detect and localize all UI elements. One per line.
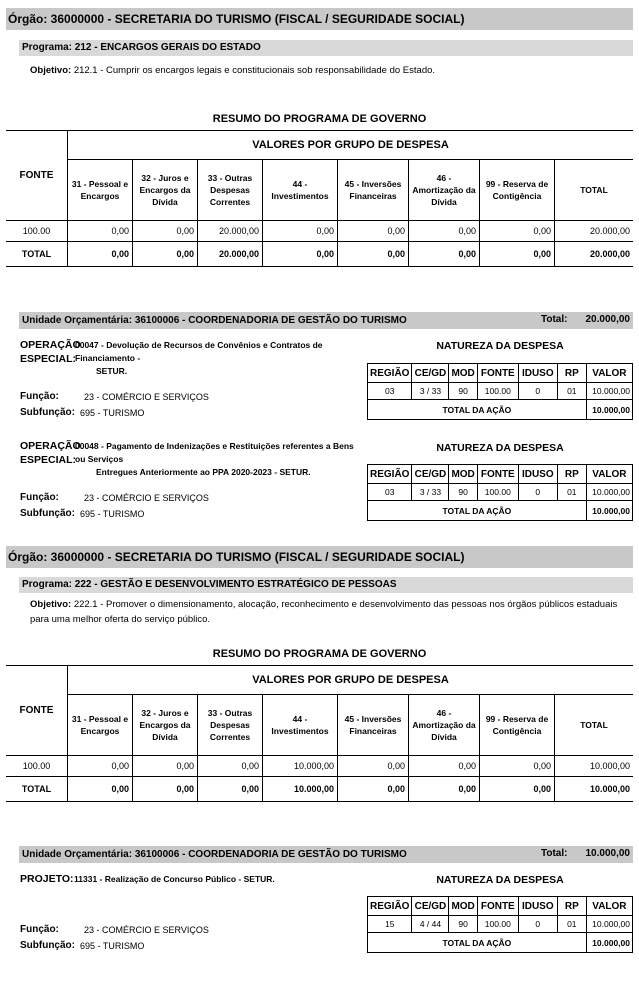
cell: 0,00	[480, 756, 555, 777]
acao-description	[75, 440, 365, 479]
cell: 0	[518, 383, 557, 400]
objetivo-text: 222.1 - Promover o dimensionamento, alocação, reconhecimento e desenvolvimento das pessoas nos órgãos públicos estaduais para uma melhor oferta do serviço público.	[30, 599, 618, 625]
funcao-value: 23 - COMÉRCIO E SERVIÇOS	[84, 493, 209, 503]
subfuncao-label: Subfunção:	[20, 940, 75, 951]
nat-header: RP	[557, 465, 586, 484]
unidade-total-label: Total:	[541, 848, 568, 859]
nat-header: FONTE	[477, 364, 518, 383]
cell: 15	[368, 916, 412, 933]
acao-description	[74, 873, 364, 886]
col-header: 31 - Pessoal e Encargos	[68, 695, 133, 756]
cell: 10.000,00	[555, 756, 634, 777]
cell: 0,00	[263, 221, 338, 242]
cell: 03	[368, 383, 412, 400]
objetivo	[30, 63, 630, 78]
col-header: 99 - Reserva de Contigência	[480, 160, 555, 221]
cell: 0,00	[198, 777, 263, 802]
cell: TOTAL	[6, 777, 68, 802]
nat-header: CE/GD	[412, 364, 449, 383]
valores-header: VALORES POR GRUPO DE DESPESA	[68, 666, 634, 695]
nat-header: MOD	[449, 364, 477, 383]
acao-desc-l1: - Realização de Concurso Público - SETUR.	[99, 874, 275, 884]
total-acao-value: 10.000,00	[586, 501, 632, 521]
col-header: TOTAL	[555, 160, 634, 221]
cell: 100.00	[6, 756, 68, 777]
nat-header: FONTE	[477, 465, 518, 484]
cell: 0,00	[480, 777, 555, 802]
cell: 01	[557, 916, 586, 933]
col-header: 45 - Inversões Financeiras	[338, 160, 409, 221]
cell: 0,00	[480, 242, 555, 267]
subfuncao-value: 695 - TURISMO	[80, 509, 145, 519]
cell: 10.000,00	[586, 916, 632, 933]
cell: 100.00	[6, 221, 68, 242]
cell: 20.000,00	[198, 242, 263, 267]
resumo-title: RESUMO DO PROGRAMA DE GOVERNO	[6, 108, 633, 131]
programa-header: Programa: 222 - GESTÃO E DESENVOLVIMENTO ESTRATÉGICO DE PESSOAS	[19, 577, 633, 593]
table-row	[368, 916, 633, 933]
table-row	[368, 383, 633, 400]
nat-header: REGIÃO	[368, 897, 412, 916]
cell: 90	[449, 916, 477, 933]
nat-header: CE/GD	[412, 897, 449, 916]
natureza-table	[367, 464, 633, 521]
acao-code: 11331	[74, 874, 98, 884]
table-row	[368, 484, 633, 501]
nat-header: VALOR	[586, 897, 632, 916]
total-acao-label: TOTAL DA AÇÃO	[368, 501, 587, 521]
total-acao-label: TOTAL DA AÇÃO	[368, 933, 587, 953]
col-header: 45 - Inversões Financeiras	[338, 695, 409, 756]
cell: 0,00	[68, 777, 133, 802]
objetivo-text: 212.1 - Cumprir os encargos legais e constitucionais sob responsabilidade do Estado.	[73, 65, 436, 76]
cell: 0,00	[338, 777, 409, 802]
cell: 90	[449, 484, 477, 501]
programa-header: Programa: 212 - ENCARGOS GERAIS DO ESTADO	[19, 40, 633, 56]
resumo-table	[6, 643, 633, 802]
cell: 20.000,00	[198, 221, 263, 242]
cell: 4 / 44	[412, 916, 449, 933]
cell: 10.000,00	[586, 484, 632, 501]
subfuncao-value: 695 - TURISMO	[80, 941, 145, 951]
cell: 10.000,00	[263, 756, 338, 777]
funcao-label: Função:	[20, 391, 59, 402]
acao-desc-l2: SETUR.	[96, 366, 128, 376]
subfuncao-label: Subfunção:	[20, 407, 75, 418]
cell: 0	[518, 484, 557, 501]
funcao-label: Função:	[20, 924, 59, 935]
cell: TOTAL	[6, 242, 68, 267]
nat-header: FONTE	[477, 897, 518, 916]
nat-header: MOD	[449, 465, 477, 484]
col-header: 44 - Investimentos	[263, 160, 338, 221]
total-acao-value: 10.000,00	[586, 933, 632, 953]
total-row	[368, 400, 633, 420]
nat-header: IDUSO	[518, 897, 557, 916]
objetivo-label: Objetivo:	[30, 599, 72, 610]
cell: 90	[449, 383, 477, 400]
acao-desc-l2: Entregues Anteriormente ao PPA 2020-2023 - SETUR.	[96, 467, 311, 477]
unidade-orcamentaria-header: Unidade Orçamentária: 36100006 - COORDENADORIA DE GESTÃO DO TURISMO	[19, 846, 633, 863]
funcao	[20, 391, 209, 402]
cell: 100.00	[477, 383, 518, 400]
cell: 0,00	[338, 756, 409, 777]
acao-type-l1: PROJETO:	[20, 873, 74, 885]
cell: 0,00	[409, 242, 480, 267]
cell: 20.000,00	[555, 221, 634, 242]
nat-header: REGIÃO	[368, 465, 412, 484]
cell: 0,00	[338, 242, 409, 267]
acao-type-l1: OPERAÇÃO	[20, 339, 81, 351]
cell: 0,00	[68, 756, 133, 777]
subfuncao	[20, 407, 145, 418]
funcao-value: 23 - COMÉRCIO E SERVIÇOS	[84, 392, 209, 402]
col-header: 46 - Amortização da Dívida	[409, 160, 480, 221]
cell: 100.00	[477, 916, 518, 933]
cell: 0,00	[68, 221, 133, 242]
subfuncao-value: 695 - TURISMO	[80, 408, 145, 418]
cell: 0,00	[480, 221, 555, 242]
cell: 0,00	[68, 242, 133, 267]
total-acao-label: TOTAL DA AÇÃO	[368, 400, 587, 420]
cell: 10.000,00	[263, 777, 338, 802]
subfuncao-label: Subfunção:	[20, 508, 75, 519]
cell: 01	[557, 383, 586, 400]
col-header: 46 - Amortização da Dívida	[409, 695, 480, 756]
unidade-total-value: 10.000,00	[585, 848, 630, 859]
unidade-total-value: 20.000,00	[585, 314, 630, 325]
table-row	[6, 221, 633, 242]
acao-code: 00047	[75, 340, 99, 350]
acao-description	[75, 339, 365, 378]
acao-desc-l1: - Pagamento de Indenizações e Restituições referentes a Bens ou Serviços	[75, 441, 354, 464]
fonte-header: FONTE	[6, 666, 68, 756]
col-header: 31 - Pessoal e Encargos	[68, 160, 133, 221]
col-header: 99 - Reserva de Contigência	[480, 695, 555, 756]
funcao-value: 23 - COMÉRCIO E SERVIÇOS	[84, 925, 209, 935]
cell: 01	[557, 484, 586, 501]
cell: 0,00	[409, 756, 480, 777]
acao-type-label	[20, 338, 81, 366]
nat-header: RP	[557, 364, 586, 383]
cell: 0,00	[133, 242, 198, 267]
cell: 3 / 33	[412, 484, 449, 501]
cell: 3 / 33	[412, 383, 449, 400]
col-header: 44 - Investimentos	[263, 695, 338, 756]
orgao-header: Órgão: 36000000 - SECRETARIA DO TURISMO (FISCAL / SEGURIDADE SOCIAL)	[6, 546, 633, 568]
cell: 0,00	[338, 221, 409, 242]
unidade-total-label: Total:	[541, 314, 568, 325]
natureza-title: NATUREZA DA DESPESA	[436, 442, 564, 454]
col-header: TOTAL	[555, 695, 634, 756]
natureza-table	[367, 896, 633, 953]
cell: 100.00	[477, 484, 518, 501]
total-row	[6, 242, 633, 267]
nat-header: REGIÃO	[368, 364, 412, 383]
nat-header: VALOR	[586, 364, 632, 383]
funcao-label: Função:	[20, 492, 59, 503]
cell: 0,00	[409, 221, 480, 242]
table-row	[6, 756, 633, 777]
cell: 20.000,00	[555, 242, 634, 267]
valores-header: VALORES POR GRUPO DE DESPESA	[68, 131, 634, 160]
cell: 0,00	[409, 777, 480, 802]
cell: 0,00	[263, 242, 338, 267]
col-header: 33 - Outras Despesas Correntes	[198, 160, 263, 221]
funcao	[20, 924, 209, 935]
col-header: 32 - Juros e Encargos da Dívida	[133, 695, 198, 756]
resumo-title: RESUMO DO PROGRAMA DE GOVERNO	[6, 643, 633, 666]
orgao-header: Órgão: 36000000 - SECRETARIA DO TURISMO (FISCAL / SEGURIDADE SOCIAL)	[6, 8, 633, 30]
total-row	[368, 501, 633, 521]
natureza-title: NATUREZA DA DESPESA	[436, 340, 564, 352]
cell: 10.000,00	[586, 383, 632, 400]
nat-header: VALOR	[586, 465, 632, 484]
acao-type-l2: ESPECIAL:	[20, 353, 77, 365]
nat-header: IDUSO	[518, 465, 557, 484]
subfuncao	[20, 508, 145, 519]
cell: 0,00	[133, 756, 198, 777]
acao-type-label	[20, 439, 81, 467]
acao-code: 00048	[75, 441, 99, 451]
objetivo	[30, 597, 630, 627]
natureza-title: NATUREZA DA DESPESA	[436, 874, 564, 886]
cell: 0,00	[133, 221, 198, 242]
cell: 0	[518, 916, 557, 933]
objetivo-label: Objetivo:	[30, 65, 72, 76]
col-header: 32 - Juros e Encargos da Dívida	[133, 160, 198, 221]
nat-header: IDUSO	[518, 364, 557, 383]
unidade-orcamentaria-header: Unidade Orçamentária: 36100006 - COORDENADORIA DE GESTÃO DO TURISMO	[19, 312, 633, 329]
fonte-header: FONTE	[6, 131, 68, 221]
resumo-table	[6, 108, 633, 267]
col-header: 33 - Outras Despesas Correntes	[198, 695, 263, 756]
acao-type-l2: ESPECIAL:	[20, 454, 77, 466]
acao-type-l1: OPERAÇÃO	[20, 440, 81, 452]
total-acao-value: 10.000,00	[586, 400, 632, 420]
cell: 0,00	[133, 777, 198, 802]
funcao	[20, 492, 209, 503]
cell: 03	[368, 484, 412, 501]
total-row	[368, 933, 633, 953]
nat-header: MOD	[449, 897, 477, 916]
nat-header: RP	[557, 897, 586, 916]
cell: 0,00	[198, 756, 263, 777]
total-row	[6, 777, 633, 802]
subfuncao	[20, 940, 145, 951]
acao-type-label	[20, 872, 73, 886]
natureza-table	[367, 363, 633, 420]
cell: 10.000,00	[555, 777, 634, 802]
nat-header: CE/GD	[412, 465, 449, 484]
acao-desc-l1: - Devolução de Recursos de Convênios e Contratos de Financiamento -	[75, 340, 323, 363]
